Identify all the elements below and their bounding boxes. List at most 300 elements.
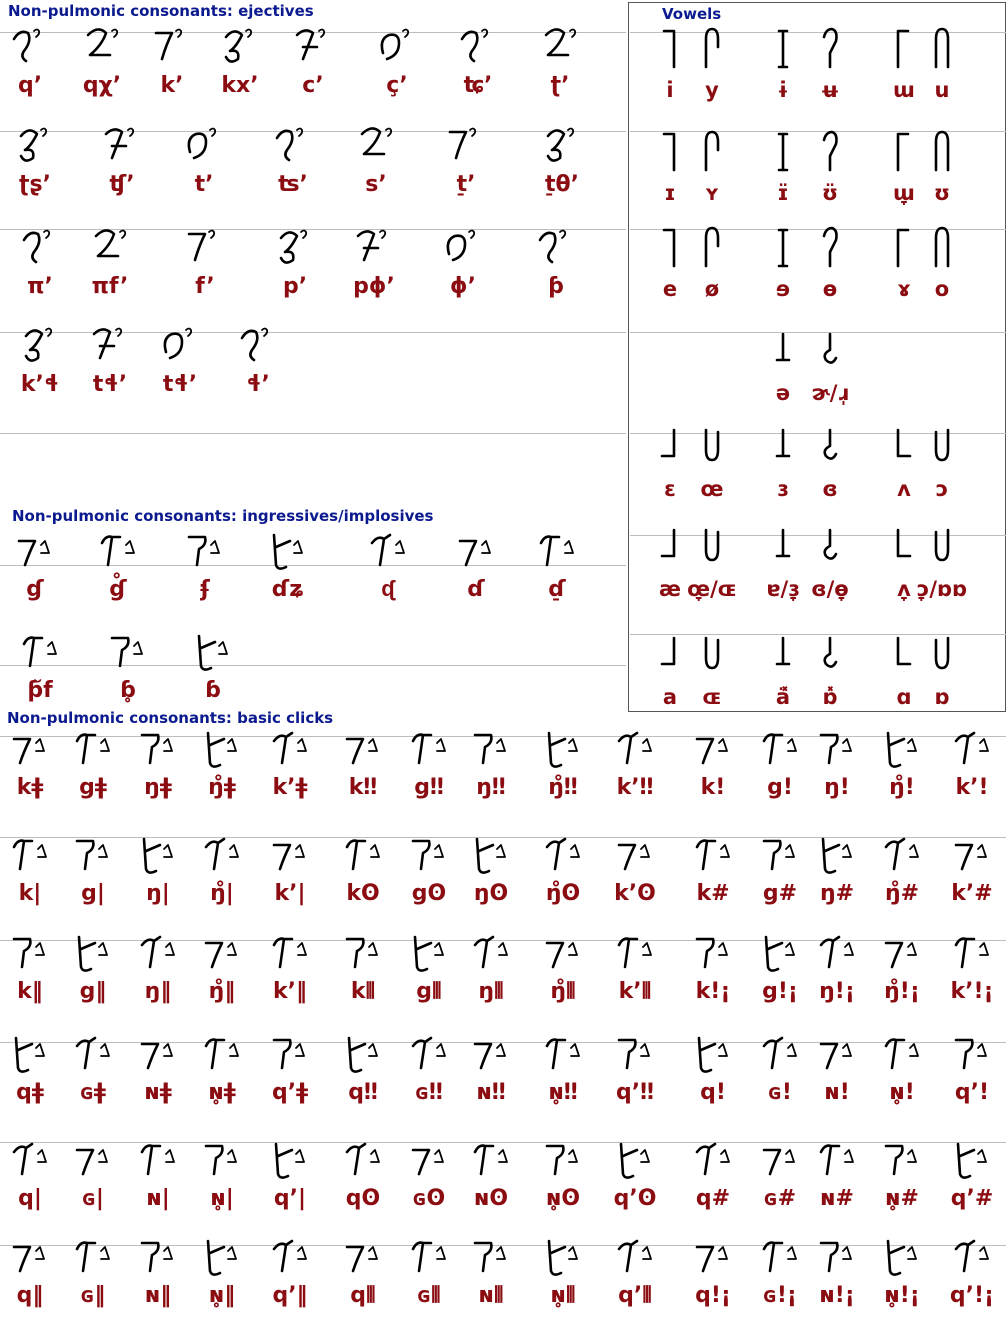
click-glyph bbox=[882, 729, 922, 769]
ejective-label: q’ bbox=[17, 73, 43, 98]
click-glyph bbox=[471, 933, 511, 973]
click-glyph bbox=[471, 1034, 511, 1074]
click-label: ɢ‼ bbox=[415, 1080, 443, 1105]
implosive-label: ƥ̆f bbox=[27, 678, 53, 703]
click-label: ɴ| bbox=[146, 1186, 170, 1211]
implosive-label: ɗ bbox=[467, 577, 485, 602]
click-glyph bbox=[270, 1237, 310, 1277]
click-label: q‖ bbox=[16, 1283, 44, 1308]
click-glyph bbox=[10, 1140, 50, 1180]
vowel-glyph bbox=[771, 226, 797, 270]
click-glyph bbox=[10, 1034, 50, 1074]
click-label: k! bbox=[700, 775, 726, 800]
click-glyph bbox=[693, 1237, 733, 1277]
click-label: ŋʘ bbox=[473, 881, 509, 906]
ejective-label: ʧ’ bbox=[109, 172, 135, 197]
click-glyph bbox=[270, 1140, 310, 1180]
vowel-glyph bbox=[700, 426, 726, 470]
click-label: g‼ bbox=[414, 775, 444, 800]
click-glyph bbox=[73, 729, 113, 769]
click-label: ɴ̥| bbox=[210, 1186, 234, 1211]
implosive-label: ɗʑ bbox=[271, 577, 305, 602]
ejective-glyph bbox=[82, 25, 122, 67]
click-glyph bbox=[760, 933, 800, 973]
ejective-label: pɸ’ bbox=[353, 274, 395, 299]
vowel-glyph bbox=[930, 526, 956, 570]
click-label: gʘ bbox=[411, 881, 447, 906]
click-glyph bbox=[817, 1237, 857, 1277]
vowel-glyph bbox=[818, 226, 844, 270]
vowel-glyph bbox=[771, 526, 797, 570]
click-label: ɢʘ bbox=[412, 1186, 446, 1211]
ejective-glyph bbox=[293, 25, 333, 67]
vowel-glyph bbox=[818, 526, 844, 570]
click-label: ɢ‖ bbox=[80, 1283, 106, 1308]
click-glyph bbox=[471, 1237, 511, 1277]
implosive-glyph bbox=[537, 531, 577, 571]
ejective-glyph bbox=[273, 124, 313, 166]
click-glyph bbox=[343, 835, 383, 875]
vowel-glyph bbox=[892, 526, 918, 570]
vowel-glyph bbox=[658, 634, 684, 678]
ejective-glyph bbox=[446, 124, 486, 166]
click-glyph bbox=[202, 835, 242, 875]
click-glyph bbox=[138, 1140, 178, 1180]
implosive-label: ɗ̠ bbox=[548, 577, 566, 602]
click-label: k# bbox=[696, 881, 730, 906]
vowel-glyph bbox=[930, 130, 956, 174]
implosive-glyph bbox=[20, 632, 60, 672]
clicks-header: Non-pulmonic consonants: basic clicks bbox=[7, 709, 334, 727]
click-glyph bbox=[343, 1140, 383, 1180]
implosive-glyph bbox=[456, 531, 496, 571]
click-label: ɴ‼ bbox=[476, 1080, 506, 1105]
implosive-glyph bbox=[15, 531, 55, 571]
click-label: qǂ bbox=[16, 1080, 44, 1105]
click-glyph bbox=[343, 933, 383, 973]
click-label: q’! bbox=[954, 1080, 990, 1105]
ejective-label: ç’ bbox=[386, 73, 408, 98]
ejective-label: s’ bbox=[365, 172, 387, 197]
vowel-glyph bbox=[930, 27, 956, 71]
click-glyph bbox=[270, 1034, 310, 1074]
click-glyph bbox=[409, 1034, 449, 1074]
ejective-label: f’ bbox=[195, 274, 215, 299]
click-glyph bbox=[693, 933, 733, 973]
ejective-label: k’ɬ bbox=[20, 372, 60, 397]
click-glyph bbox=[270, 835, 310, 875]
click-glyph bbox=[615, 933, 655, 973]
vowel-label: u bbox=[934, 78, 950, 102]
ejective-label: ɸ’ bbox=[450, 274, 476, 299]
click-label: ŋ| bbox=[146, 881, 170, 906]
vowel-glyph bbox=[930, 634, 956, 678]
click-label: ŋǂ bbox=[144, 775, 172, 800]
vowel-label: ɜ bbox=[777, 477, 789, 501]
ejective-label: ʈʂ’ bbox=[19, 172, 51, 197]
vowel-label: ɪ bbox=[664, 181, 676, 205]
click-label: ɢ! bbox=[768, 1080, 792, 1105]
click-label: ɢ⦀ bbox=[417, 1283, 441, 1308]
ejective-label: ʨ’ bbox=[463, 73, 493, 98]
vowel-label: ɶ bbox=[702, 685, 722, 709]
click-label: ŋ̊| bbox=[210, 881, 234, 906]
click-glyph bbox=[543, 1140, 583, 1180]
click-label: k‼ bbox=[348, 775, 378, 800]
click-glyph bbox=[817, 729, 857, 769]
click-label: ŋ⦀ bbox=[478, 979, 504, 1004]
ejective-glyph bbox=[20, 226, 60, 268]
vowel-glyph bbox=[700, 634, 726, 678]
vowel-glyph bbox=[771, 426, 797, 470]
implosive-glyph bbox=[108, 632, 148, 672]
vowel-label: ä̽ bbox=[775, 685, 791, 709]
ejective-rule bbox=[0, 131, 626, 132]
click-glyph bbox=[10, 835, 50, 875]
click-label: ɴ̥! bbox=[889, 1080, 915, 1105]
ejective-glyph bbox=[443, 226, 483, 268]
click-glyph bbox=[409, 835, 449, 875]
click-glyph bbox=[615, 1034, 655, 1074]
ejective-glyph bbox=[220, 25, 260, 67]
vowel-label: ʊ̈ bbox=[821, 181, 839, 205]
ejective-glyph bbox=[90, 324, 130, 366]
ejective-glyph bbox=[152, 25, 192, 67]
vowel-label: ʉ bbox=[820, 78, 840, 102]
ejective-glyph bbox=[540, 25, 580, 67]
vowel-label: ʏ bbox=[704, 181, 720, 205]
click-glyph bbox=[952, 1237, 992, 1277]
vowel-label: ɘ bbox=[775, 277, 791, 301]
click-glyph bbox=[817, 835, 857, 875]
ejective-label: p’ bbox=[282, 274, 308, 299]
vowel-glyph bbox=[892, 27, 918, 71]
click-glyph bbox=[73, 835, 113, 875]
ejective-label: πf’ bbox=[91, 274, 129, 299]
click-label: ɴ̥⦀ bbox=[550, 1283, 576, 1308]
click-glyph bbox=[471, 835, 511, 875]
vowel-glyph bbox=[818, 130, 844, 174]
ejective-label: tɬ’ bbox=[162, 372, 198, 397]
click-label: ɴ̥‖ bbox=[208, 1283, 236, 1308]
ejective-label: ʦ’ bbox=[278, 172, 308, 197]
click-glyph bbox=[409, 729, 449, 769]
vowel-glyph bbox=[818, 330, 844, 374]
vowel-label: ø bbox=[704, 277, 720, 301]
click-label: ɴ!¡ bbox=[819, 1283, 855, 1308]
vowel-glyph bbox=[892, 634, 918, 678]
click-glyph bbox=[817, 933, 857, 973]
click-glyph bbox=[760, 835, 800, 875]
click-label: ŋ!¡ bbox=[819, 979, 855, 1004]
click-label: ɴʘ bbox=[473, 1186, 509, 1211]
ejectives-header: Non-pulmonic consonants: ejectives bbox=[8, 2, 314, 20]
click-label: q’ǂ bbox=[271, 1080, 309, 1105]
click-glyph bbox=[952, 933, 992, 973]
click-glyph bbox=[409, 1237, 449, 1277]
click-label: q’⦀ bbox=[618, 1283, 652, 1308]
click-label: k’!¡ bbox=[950, 979, 994, 1004]
click-label: q’‼ bbox=[616, 1080, 654, 1105]
vowel-glyph bbox=[771, 634, 797, 678]
click-label: ɴ‖ bbox=[144, 1283, 172, 1308]
ejective-glyph bbox=[356, 124, 396, 166]
vowel-label: ɤ bbox=[897, 277, 911, 301]
click-glyph bbox=[202, 933, 242, 973]
vowel-glyph bbox=[818, 27, 844, 71]
click-glyph bbox=[882, 1034, 922, 1074]
ejective-glyph bbox=[377, 25, 417, 67]
click-label: ŋ̊# bbox=[884, 881, 920, 906]
click-glyph bbox=[10, 729, 50, 769]
click-label: ŋ‼ bbox=[476, 775, 506, 800]
click-label: g‖ bbox=[79, 979, 107, 1004]
vowel-label: ɑ bbox=[896, 685, 912, 709]
click-label: ŋ! bbox=[824, 775, 850, 800]
click-glyph bbox=[543, 933, 583, 973]
ejective-label: ɬ’ bbox=[246, 372, 270, 397]
vowel-label: ʌ̞ bbox=[897, 577, 911, 601]
click-glyph bbox=[543, 1034, 583, 1074]
implosive-glyph bbox=[268, 531, 308, 571]
click-label: g# bbox=[762, 881, 798, 906]
click-label: q⦀ bbox=[350, 1283, 376, 1308]
click-label: q’‖ bbox=[272, 1283, 308, 1308]
vowel-label: ʌ bbox=[897, 477, 911, 501]
implosive-glyph bbox=[98, 531, 138, 571]
click-label: g| bbox=[81, 881, 105, 906]
click-label: ŋ‖ bbox=[144, 979, 172, 1004]
click-label: kǂ bbox=[16, 775, 44, 800]
click-label: q# bbox=[695, 1186, 731, 1211]
implosive-label: ɓ bbox=[205, 678, 221, 703]
click-label: kʘ bbox=[346, 881, 380, 906]
vowel-glyph bbox=[930, 426, 956, 470]
click-glyph bbox=[882, 835, 922, 875]
click-glyph bbox=[270, 933, 310, 973]
ejective-glyph bbox=[542, 124, 582, 166]
click-glyph bbox=[73, 1140, 113, 1180]
vowel-glyph bbox=[658, 130, 684, 174]
ejective-glyph bbox=[20, 324, 60, 366]
click-label: g!¡ bbox=[762, 979, 798, 1004]
click-label: k’‼ bbox=[616, 775, 654, 800]
implosive-label: ʄ bbox=[200, 577, 210, 602]
ejective-label: t’ bbox=[194, 172, 214, 197]
click-glyph bbox=[543, 729, 583, 769]
click-label: q! bbox=[700, 1080, 726, 1105]
click-glyph bbox=[202, 1237, 242, 1277]
click-glyph bbox=[343, 1034, 383, 1074]
implosive-label: ɠ̊ bbox=[109, 577, 127, 602]
vowel-label: œ bbox=[700, 477, 724, 501]
click-glyph bbox=[138, 1237, 178, 1277]
click-label: ŋ# bbox=[819, 881, 855, 906]
implosive-rule bbox=[0, 665, 626, 666]
ejective-label: qχ’ bbox=[82, 73, 122, 98]
click-label: ɢ# bbox=[763, 1186, 797, 1211]
vowel-label: ɒ̽ bbox=[822, 685, 838, 709]
ejective-glyph bbox=[458, 25, 498, 67]
click-glyph bbox=[952, 835, 992, 875]
vowel-label: ɔ bbox=[935, 477, 949, 501]
click-glyph bbox=[760, 1237, 800, 1277]
implosive-label: ᶑ bbox=[381, 577, 395, 602]
ejective-label: tɬ’ bbox=[92, 372, 128, 397]
vowel-label: ɨ bbox=[777, 78, 789, 102]
vowel-label: ə bbox=[775, 381, 791, 405]
click-glyph bbox=[760, 1034, 800, 1074]
click-label: q’ʘ bbox=[613, 1186, 657, 1211]
click-glyph bbox=[543, 1237, 583, 1277]
click-glyph bbox=[343, 729, 383, 769]
click-glyph bbox=[760, 1140, 800, 1180]
vowel-label: o bbox=[934, 277, 950, 301]
click-label: k’ʘ bbox=[614, 881, 656, 906]
click-glyph bbox=[693, 1034, 733, 1074]
vowel-label: ɞ/ɵ̞ bbox=[811, 577, 849, 601]
vowel-label: ɵ bbox=[822, 277, 838, 301]
click-label: k⦀ bbox=[350, 979, 376, 1004]
click-label: ɴ̥‼ bbox=[548, 1080, 578, 1105]
ejective-label: ƥ bbox=[548, 274, 564, 299]
click-glyph bbox=[952, 1034, 992, 1074]
vowel-label: ɒ bbox=[934, 685, 950, 709]
click-glyph bbox=[202, 1140, 242, 1180]
click-label: ŋ̊ʘ bbox=[545, 881, 581, 906]
click-glyph bbox=[270, 729, 310, 769]
ejective-glyph bbox=[90, 226, 130, 268]
click-glyph bbox=[73, 1034, 113, 1074]
vowel-glyph bbox=[892, 130, 918, 174]
vowel-label: y bbox=[705, 78, 719, 102]
click-label: gǂ bbox=[79, 775, 107, 800]
click-label: ŋ̊ǂ bbox=[208, 775, 236, 800]
vowel-label: ɯ bbox=[893, 78, 915, 102]
click-label: ɴ# bbox=[820, 1186, 854, 1211]
vowel-label: ɪ̈ bbox=[777, 181, 789, 205]
click-glyph bbox=[615, 1237, 655, 1277]
click-glyph bbox=[817, 1034, 857, 1074]
click-glyph bbox=[471, 1140, 511, 1180]
click-label: q‼ bbox=[348, 1080, 378, 1105]
click-label: ɴ̥!¡ bbox=[884, 1283, 920, 1308]
click-glyph bbox=[73, 1237, 113, 1277]
click-label: g⦀ bbox=[416, 979, 442, 1004]
ejective-label: π’ bbox=[27, 274, 53, 299]
ejective-glyph bbox=[185, 226, 225, 268]
click-label: qʘ bbox=[345, 1186, 381, 1211]
click-label: ɴ̥ǂ bbox=[208, 1080, 236, 1105]
vowel-glyph bbox=[700, 526, 726, 570]
vowel-label: ɚ/ɹ̩ bbox=[811, 381, 849, 405]
click-glyph bbox=[202, 1034, 242, 1074]
implosive-label: ɠ bbox=[26, 577, 44, 602]
ejective-glyph bbox=[184, 124, 224, 166]
click-label: ɴǂ bbox=[144, 1080, 172, 1105]
click-glyph bbox=[952, 1140, 992, 1180]
click-label: ɢ!¡ bbox=[763, 1283, 797, 1308]
ejective-glyph bbox=[275, 226, 315, 268]
click-glyph bbox=[202, 729, 242, 769]
ejective-label: k’ bbox=[160, 73, 184, 98]
vowel-glyph bbox=[658, 526, 684, 570]
click-label: k’ǂ bbox=[272, 775, 308, 800]
click-label: ŋ̊⦀ bbox=[550, 979, 576, 1004]
vowel-label: ɐ/ɜ̞ bbox=[766, 577, 800, 601]
vowel-label: ɯ̞ bbox=[893, 181, 915, 205]
click-glyph bbox=[138, 835, 178, 875]
vowel-label: ɔ̞/ɒɒ bbox=[916, 577, 968, 601]
vowel-label: ɛ bbox=[664, 477, 676, 501]
click-label: k’# bbox=[951, 881, 993, 906]
implosive-glyph bbox=[185, 531, 225, 571]
click-label: g! bbox=[767, 775, 793, 800]
click-label: q’!¡ bbox=[949, 1283, 995, 1308]
ejective-rule bbox=[0, 433, 626, 434]
ejective-glyph bbox=[10, 25, 50, 67]
click-label: k!¡ bbox=[695, 979, 731, 1004]
click-glyph bbox=[615, 835, 655, 875]
click-glyph bbox=[10, 1237, 50, 1277]
click-label: q!¡ bbox=[695, 1283, 731, 1308]
vowel-glyph bbox=[771, 330, 797, 374]
click-label: k’! bbox=[955, 775, 989, 800]
click-glyph bbox=[138, 729, 178, 769]
click-glyph bbox=[409, 933, 449, 973]
click-glyph bbox=[615, 1140, 655, 1180]
click-label: ɴ! bbox=[824, 1080, 850, 1105]
vowels-panel bbox=[628, 2, 1006, 712]
implosive-glyph bbox=[193, 632, 233, 672]
vowel-label: e bbox=[662, 277, 678, 301]
click-label: ŋ̊‖ bbox=[208, 979, 236, 1004]
click-label: k’‖ bbox=[273, 979, 307, 1004]
ejective-glyph bbox=[15, 124, 55, 166]
vowels-header: Vowels bbox=[662, 5, 722, 23]
implosive-rule bbox=[0, 565, 626, 566]
click-label: ɴ̥# bbox=[885, 1186, 919, 1211]
click-glyph bbox=[138, 933, 178, 973]
click-glyph bbox=[693, 729, 733, 769]
ejective-label: t̠’ bbox=[456, 172, 476, 197]
click-glyph bbox=[882, 1237, 922, 1277]
click-label: q| bbox=[18, 1186, 42, 1211]
vowel-glyph bbox=[700, 226, 726, 270]
click-glyph bbox=[882, 1140, 922, 1180]
implosive-label: ɓ̥ bbox=[120, 678, 136, 703]
implosives-header: Non-pulmonic consonants: ingressives/implosives bbox=[12, 507, 434, 525]
click-label: q’# bbox=[950, 1186, 994, 1211]
vowel-label: ʊ bbox=[933, 181, 951, 205]
vowel-glyph bbox=[700, 27, 726, 71]
click-label: k’⦀ bbox=[618, 979, 652, 1004]
vowel-label: æ bbox=[658, 577, 682, 601]
click-glyph bbox=[693, 835, 733, 875]
click-glyph bbox=[10, 933, 50, 973]
click-glyph bbox=[615, 729, 655, 769]
click-label: k’| bbox=[274, 881, 306, 906]
click-glyph bbox=[817, 1140, 857, 1180]
click-glyph bbox=[882, 933, 922, 973]
vowel-label: a bbox=[662, 685, 678, 709]
ejective-label: t̠θ’ bbox=[545, 172, 579, 197]
vowel-glyph bbox=[771, 27, 797, 71]
click-label: ɢǂ bbox=[80, 1080, 106, 1105]
click-label: ŋ̊! bbox=[889, 775, 915, 800]
click-glyph bbox=[343, 1237, 383, 1277]
click-glyph bbox=[409, 1140, 449, 1180]
